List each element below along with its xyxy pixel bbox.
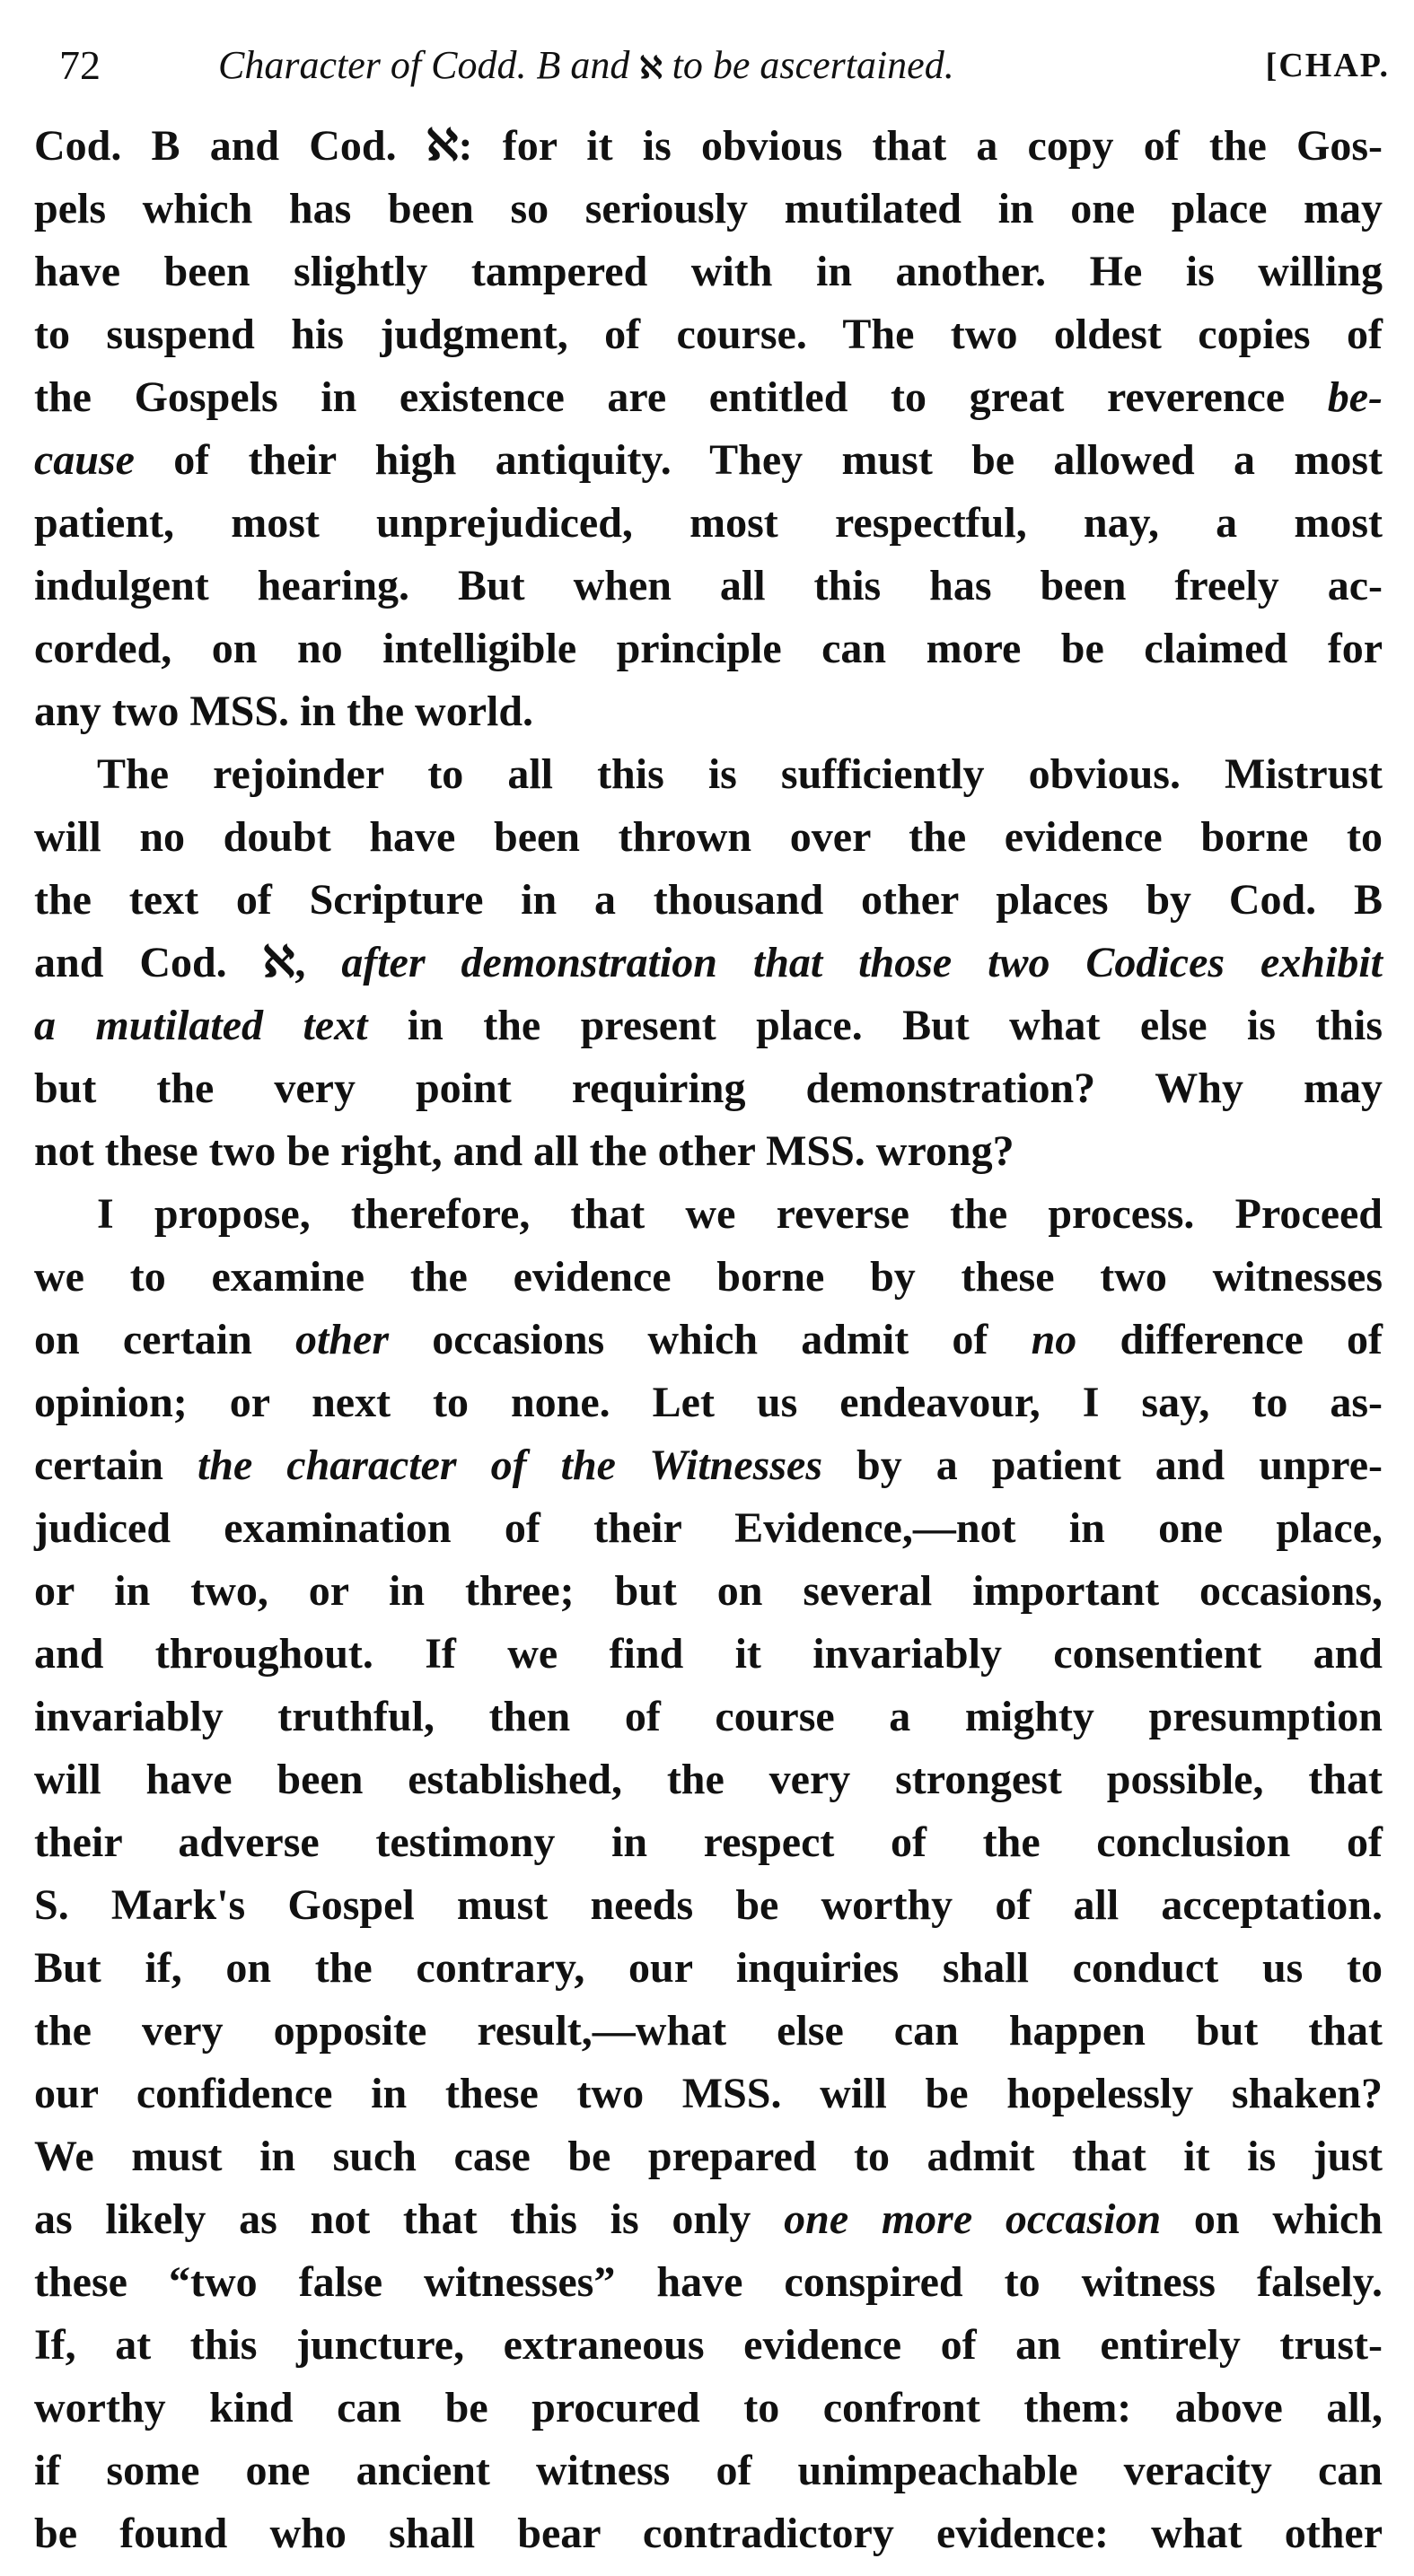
text-line: to suspend his judgment, of course. The two oldest copies of (34, 311, 1383, 358)
text-line: on certain other occasions which admit of no difference of (34, 1316, 1383, 1363)
text-line: we to examine the evidence borne by these two witnesses (34, 1253, 1383, 1301)
aleph-glyph: ℵ (639, 52, 663, 85)
text-line: have been slightly tampered with in another. He is willing (34, 248, 1383, 295)
text-line: The rejoinder to all this is sufficiently obvious. Mistrust (97, 750, 1383, 798)
text-line: any two MSS. in the world. (34, 688, 534, 735)
running-title-part1: Character of Codd. B and (218, 43, 630, 87)
text-line: and Cod. ℵ, after demonstration that those two Codices exhibit (34, 939, 1383, 986)
text-line: if some one ancient witness of unimpeachable veracity can (34, 2447, 1383, 2494)
text-line: worthy kind can be procured to confront them: above all, (34, 2384, 1383, 2431)
text-line: I propose, therefore, that we reverse the process. Proceed (97, 1190, 1383, 1238)
text-line: Cod. B and Cod. ℵ: for it is obvious that a copy of the Gos- (34, 122, 1383, 170)
text-line: judiced examination of their Evidence,—not in one place, (34, 1504, 1383, 1552)
text-line: as likely as not that this is only one more occasion on which (34, 2195, 1383, 2243)
text-line: the Gospels in existence are entitled to great reverence be- (34, 373, 1383, 421)
text-line: the text of Scripture in a thousand other places by Cod. B (34, 876, 1383, 924)
text-line: S. Mark's Gospel must needs be worthy of all acceptation. (34, 1881, 1383, 1929)
text-line: the very opposite result,—what else can happen but that (34, 2007, 1383, 2055)
text-line: opinion; or next to none. Let us endeavour, I say, to as- (34, 1379, 1383, 1426)
text-line: corded, on no intelligible principle can more be claimed for (34, 625, 1383, 672)
running-title (218, 25, 954, 110)
text-line: cause of their high antiquity. They must be allowed a most (34, 436, 1383, 484)
text-line: But if, on the contrary, our inquiries shall conduct us to (34, 1944, 1383, 1992)
text-line: but the very point requiring demonstration? Why may (34, 1065, 1383, 1112)
text-line: indulgent hearing. But when all this has been freely ac- (34, 562, 1383, 609)
text-line: If, at this juncture, extraneous evidence of an entirely trust- (34, 2321, 1383, 2369)
page-number: 72 (59, 42, 101, 88)
text-line: will no doubt have been thrown over the evidence borne to (34, 813, 1383, 861)
chapter-marker: [CHAP. (1265, 47, 1390, 84)
text-line: will have been established, the very strongest possible, that (34, 1756, 1383, 1803)
text-line: these “two false witnesses” have conspired to witness falsely. (34, 2258, 1383, 2306)
running-title-part2: to be ascertained. (672, 43, 954, 87)
text-line: We must in such case be prepared to admit that it is just (34, 2133, 1383, 2180)
text-line: patient, most unprejudiced, most respectful, nay, a most (34, 499, 1383, 547)
text-line: our confidence in these two MSS. will be hopelessly shaken? (34, 2070, 1383, 2117)
text-line: or in two, or in three; but on several important occasions, (34, 1567, 1383, 1615)
text-line: be found who shall bear contradictory evidence: what other (34, 2510, 1383, 2557)
running-head (34, 25, 1390, 106)
text-line: a mutilated text in the present place. But what else is this (34, 1002, 1383, 1049)
text-line: their adverse testimony in respect of the conclusion of (34, 1818, 1383, 1866)
text-line: invariably truthful, then of course a mighty presumption (34, 1693, 1383, 1740)
text-line: pels which has been so seriously mutilated in one place may (34, 185, 1383, 232)
text-line: not these two be right, and all the other MSS. wrong? (34, 1127, 1014, 1175)
text-line: and throughout. If we find it invariably consentient and (34, 1630, 1383, 1678)
text-line: certain the character of the Witnesses by a patient and unpre- (34, 1441, 1383, 1489)
